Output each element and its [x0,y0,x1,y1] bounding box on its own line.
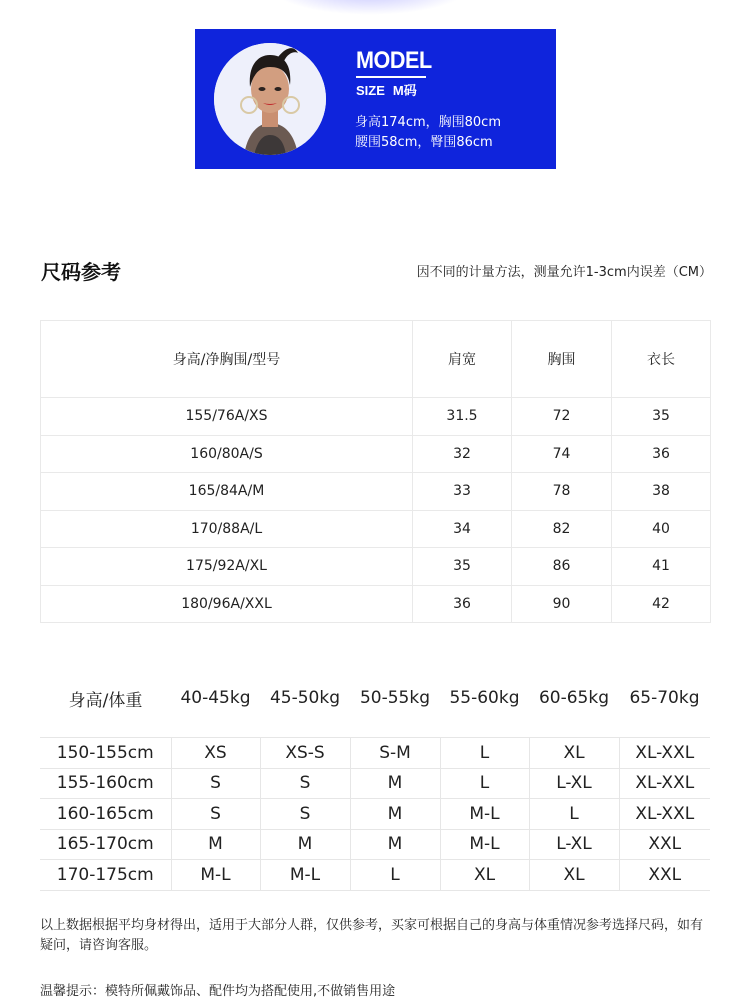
size-chart-header-row [41,321,711,398]
table-cell: 180/96A/XXL [41,585,413,623]
table-cell: 150-155cm [40,738,171,769]
table-cell: M [350,829,440,860]
model-photo-illustration [214,43,326,155]
table-cell: M [171,829,260,860]
fit-table-spacer [40,724,710,738]
header-cell: 肩宽 [413,321,512,398]
section-title: 尺码参考 [41,260,121,284]
table-row [41,510,711,548]
table-cell: M-L [171,860,260,891]
table-row [40,738,710,769]
table-cell: M-L [440,829,529,860]
header-cell: 45-50kg [269,688,341,708]
table-cell: 160-165cm [40,799,171,830]
model-measurements [355,113,501,153]
table-cell: 78 [512,473,612,511]
measurement-note: 因不同的计量方法，测量允许1-3cm内误差（CM） [416,265,712,280]
table-cell: 82 [512,510,612,548]
model-title: MODEL [356,47,432,74]
table-cell: 38 [612,473,711,511]
table-cell: 41 [612,548,711,586]
model-stats-line-1: 身高174cm，胸围80cm [355,115,501,130]
header-cell: 40-45kg [180,688,251,708]
fit-table-header-row [40,672,710,724]
table-cell: M [260,829,350,860]
table-cell: L-XL [529,829,619,860]
table-cell: XXL [619,829,710,860]
header-cell: 55-60kg [449,688,520,708]
model-title-divider [356,76,426,78]
table-cell: 160/80A/S [41,435,413,473]
table-cell: M [350,768,440,799]
table-cell: 72 [512,398,612,436]
table-row [41,398,711,436]
size-chart-table [40,320,711,623]
model-size [356,80,417,99]
header-cell: 胸围 [512,321,612,398]
table-row [40,768,710,799]
table-cell: 33 [413,473,512,511]
table-cell: XS-S [260,738,350,769]
table-cell: 170/88A/L [41,510,413,548]
header-cell: 50-55kg [359,688,431,708]
model-avatar [214,43,326,155]
table-cell: 42 [612,585,711,623]
model-size-value: M码 [392,83,417,98]
height-weight-fit-table [40,672,710,891]
table-cell: 74 [512,435,612,473]
table-row [41,585,711,623]
table-row [40,799,710,830]
table-cell: L [350,860,440,891]
table-cell: S [260,799,350,830]
model-info-card [195,29,556,169]
table-cell: XXL [619,860,710,891]
table-row [41,473,711,511]
table-cell: S-M [350,738,440,769]
table-cell: 34 [413,510,512,548]
table-cell: 155-160cm [40,768,171,799]
table-cell: S [171,768,260,799]
table-cell: XS [171,738,260,769]
table-cell: 86 [512,548,612,586]
table-cell: 36 [413,585,512,623]
model-size-label: SIZE [356,83,385,98]
table-row [40,829,710,860]
table-cell: 165/84A/M [41,473,413,511]
footnote-text: 以上数据根据平均身材得出，适用于大部分人群，仅供参考，买家可根据自己的身高与体重情况参考选择尺码，如有疑问，请咨询客服。 [40,918,704,953]
table-cell: M-L [440,799,529,830]
table-cell: XL [529,860,619,891]
table-cell: L [529,799,619,830]
table-cell: 155/76A/XS [41,398,413,436]
table-cell: M [350,799,440,830]
model-stats-line-2: 腰围58cm，臀围86cm [355,135,493,150]
table-cell: XL [440,860,529,891]
table-cell: XL-XXL [619,799,710,830]
table-row [41,435,711,473]
table-cell: M-L [260,860,350,891]
table-cell: 40 [612,510,711,548]
header-cell: 65-70kg [629,688,700,708]
header-cell: 身高/体重 [68,690,143,711]
table-cell: 36 [612,435,711,473]
table-cell: 35 [612,398,711,436]
table-cell: 35 [413,548,512,586]
table-cell: L [440,768,529,799]
table-cell: XL-XXL [619,768,710,799]
header-cell: 60-65kg [538,688,610,708]
table-row [40,860,710,891]
table-cell: 31.5 [413,398,512,436]
header-cell: 衣长 [612,321,711,398]
table-cell: 165-170cm [40,829,171,860]
table-cell: L [440,738,529,769]
table-cell: 175/92A/XL [41,548,413,586]
table-cell: S [171,799,260,830]
table-cell: XL [529,738,619,769]
table-cell: XL-XXL [619,738,710,769]
table-cell: L-XL [529,768,619,799]
table-cell: 32 [413,435,512,473]
top-glow-decoration [270,0,470,15]
table-row [41,548,711,586]
header-cell: 身高/净胸围/型号 [41,321,413,398]
disclaimer-text: 温馨提示：模特所佩戴饰品、配件均为搭配使用,不做销售用途 [40,984,396,999]
table-cell: 90 [512,585,612,623]
table-cell: 170-175cm [40,860,171,891]
table-cell: S [260,768,350,799]
